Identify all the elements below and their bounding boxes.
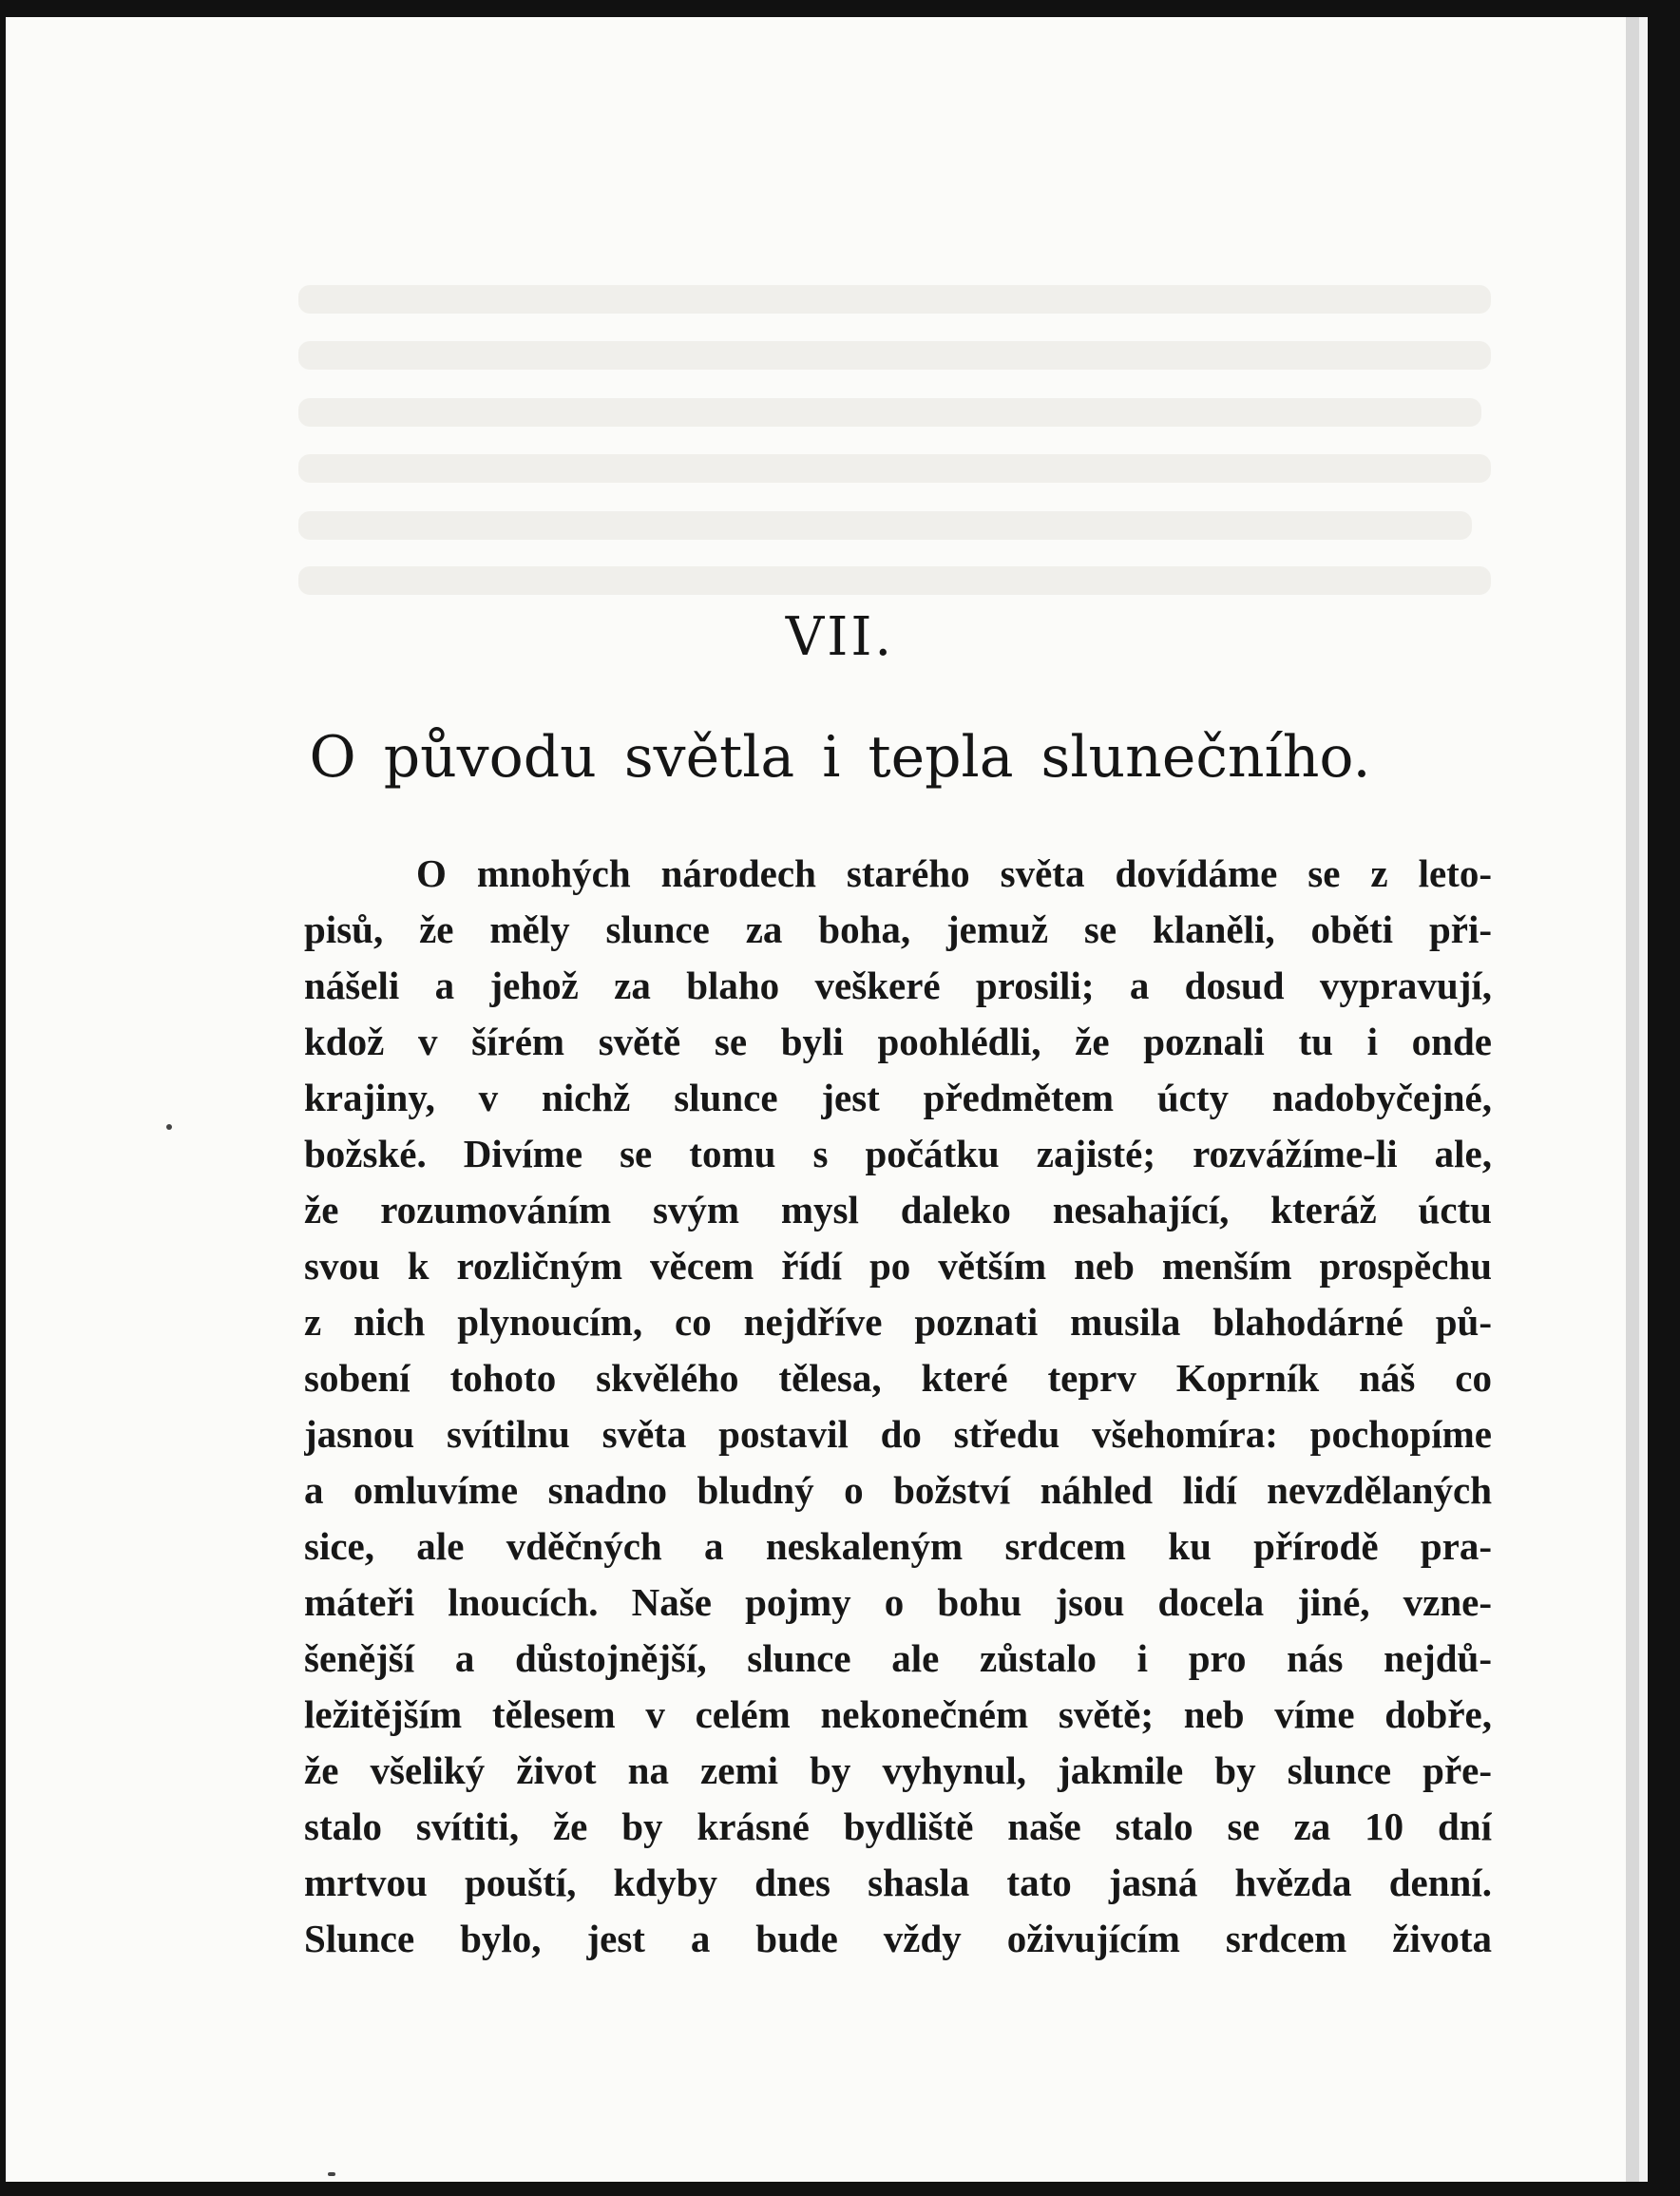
- text-line: ležitějším tělesem v celém nekonečném světě; neb víme dobře,: [304, 1692, 1492, 1736]
- text-line: že rozumováním svým mysl daleko nesahající, kteráž úctu: [304, 1188, 1492, 1232]
- text-line: šenější a důstojnější, slunce ale zůstalo i pro nás nejdů-: [304, 1636, 1492, 1680]
- text-line: svou k rozličným věcem řídí po větším neb menším prospěchu: [304, 1244, 1492, 1288]
- text-line: sice, ale vděčných a neskaleným srdcem ku přírodě pra-: [304, 1524, 1492, 1568]
- text-line: mrtvou pouští, kdyby dnes shasla tato jasná hvězda denní.: [304, 1861, 1492, 1904]
- ink-speck: [166, 1124, 172, 1130]
- text-line: mátеři lnoucích. Naše pojmy o bohu jsou docela jiné, vzne-: [304, 1580, 1492, 1624]
- bleed-through-line: [298, 511, 1472, 540]
- bleed-through-line: [298, 285, 1491, 314]
- text-line: že všeliký život na zemi by vyhynul, jakmile by slunce pře-: [304, 1748, 1492, 1792]
- text-line: krajiny, v nichž slunce jest předmětem úcty nadobyčejné,: [304, 1076, 1492, 1119]
- text-line: jasnou svítilnu světa postavil do středu všehomíra: pochopíme: [304, 1412, 1492, 1456]
- text-line: O mnohých národech starého světa dovídáme se z leto-: [416, 851, 1492, 895]
- bleed-through-line: [298, 454, 1491, 483]
- text-line: a omluvíme snadno bludný o božství náhled lidí nevzdělaných: [304, 1468, 1492, 1512]
- chapter-title: O původu světla i tepla slunečního.: [309, 724, 1371, 791]
- text-line: stalo svítiti, že by krásné bydliště naše stalo se za 10 dní: [304, 1805, 1492, 1848]
- chapter-number: VII.: [785, 606, 895, 668]
- text-line: božské. Divíme se tomu s počátku zajisté; rozvážíme-li ale,: [304, 1132, 1492, 1175]
- bleed-through-line: [298, 566, 1491, 595]
- text-line: pisů, že měly slunce za boha, jemuž se klaněli, oběti při-: [304, 907, 1492, 951]
- text-line: z nich plynoucím, co nejdříve poznati musila blahodárné pů-: [304, 1300, 1492, 1344]
- paragraph: [304, 846, 1492, 1967]
- page-edge-highlight: [1639, 17, 1648, 2182]
- text-line: sobení tohoto skvělého tělesa, které teprv Koprník náš co: [304, 1356, 1492, 1400]
- bleed-through-line: [298, 341, 1491, 370]
- ink-speck: [328, 2172, 335, 2176]
- text-line: nášeli a jehož za blaho veškeré prosili; a dosud vypravují,: [304, 964, 1492, 1007]
- text-line: Slunce bylo, jest a bude vždy oživujícím srdcem života: [304, 1917, 1492, 1960]
- bleed-through-line: [298, 398, 1481, 427]
- page-edge-shadow: [1626, 17, 1639, 2182]
- text-line: kdož v šírém světě se byli poohlédli, že poznali tu i onde: [304, 1020, 1492, 1063]
